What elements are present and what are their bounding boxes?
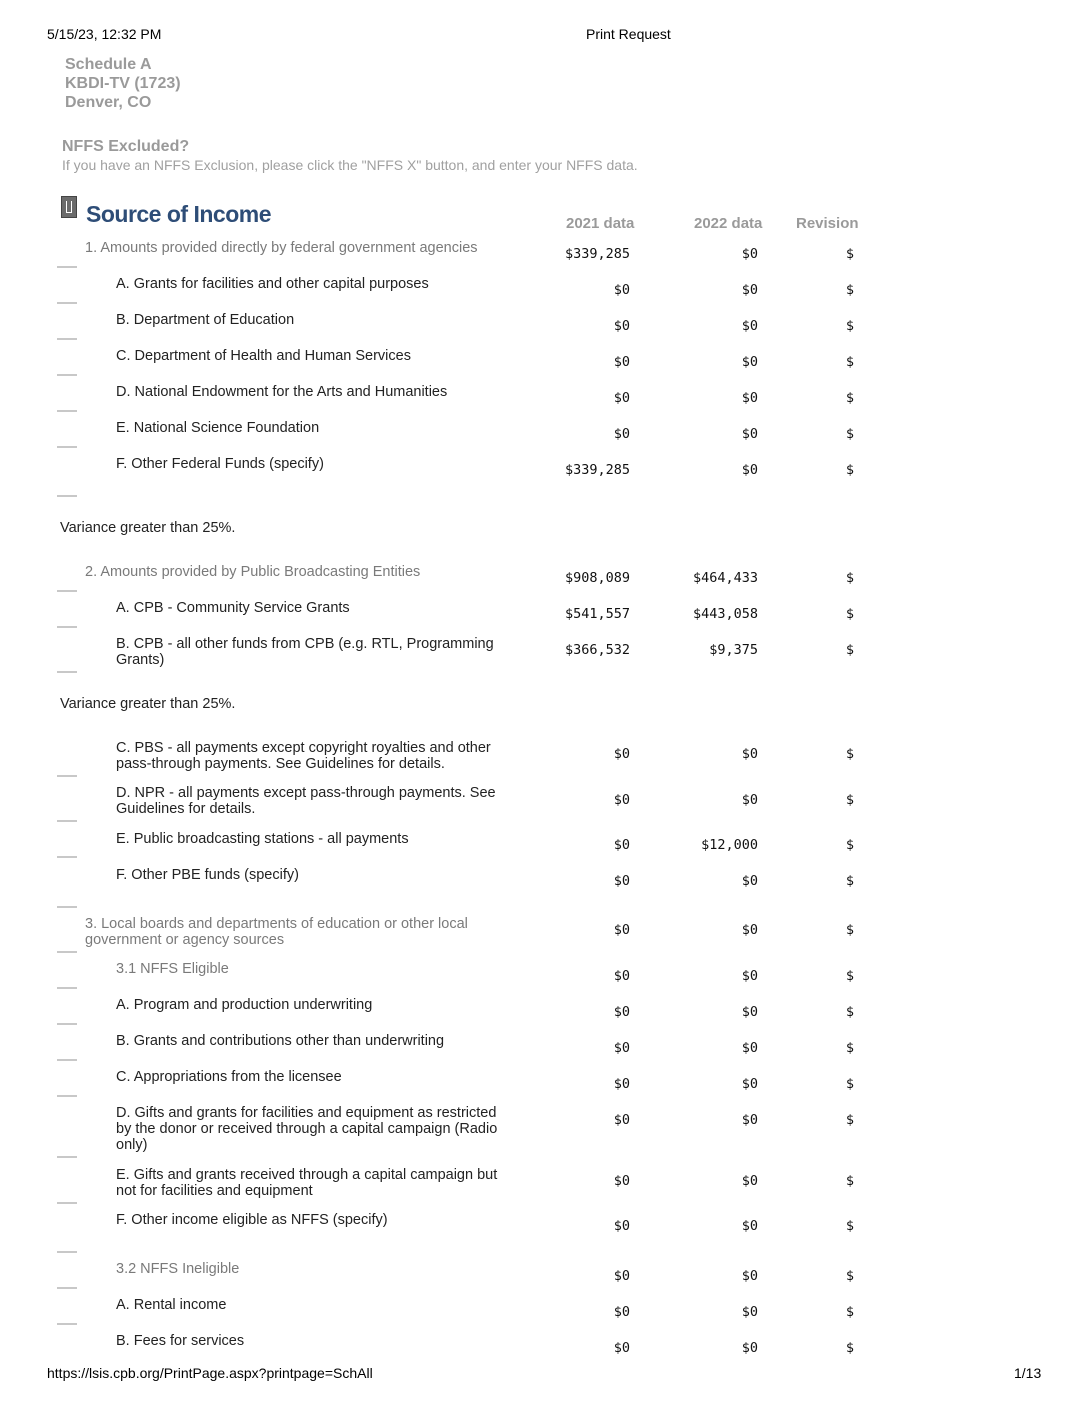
row-label: E. Public broadcasting stations - all payments [116,831,409,847]
row-label: B. Department of Education [116,312,295,328]
row-divider [57,302,77,304]
row-divider [57,775,77,777]
row-label: B. Fees for services [116,1333,245,1349]
print-datetime: 5/15/23, 12:32 PM [47,26,162,42]
value-2021: $0 [613,354,630,370]
revision-input[interactable]: $ [845,1112,854,1128]
section-title: Source of Income [86,201,271,227]
value-2022: $0 [741,282,758,298]
revision-input[interactable]: $ [845,426,854,442]
row-divider [57,1095,77,1097]
value-2021: $339,285 [564,246,630,262]
revision-input[interactable]: $ [845,462,854,478]
value-2021: $0 [613,922,630,938]
value-2021: $0 [613,1268,630,1284]
row-divider [57,338,77,340]
revision-input[interactable]: $ [845,837,854,853]
revision-input[interactable]: $ [845,354,854,370]
download-icon[interactable] [61,196,77,218]
value-2022: $0 [741,873,758,889]
value-2021: $0 [613,1112,630,1128]
row-divider [57,1287,77,1289]
value-2022: $0 [741,1218,758,1234]
value-2021: $0 [613,792,630,808]
row-label: 1. Amounts provided directly by federal government agencies [85,240,478,256]
row-divider [57,906,77,908]
row-divider [57,1323,77,1325]
station-location: Denver, CO [65,94,152,111]
row-divider [57,987,77,989]
value-2022: $0 [741,1304,758,1320]
value-2021: $0 [613,1040,630,1056]
row-label: 3.1 NFFS Eligible [116,961,229,977]
value-2021: $908,089 [564,570,630,586]
row-divider [57,856,77,858]
revision-input[interactable]: $ [845,642,854,658]
value-2021: $0 [613,746,630,762]
value-2021: $0 [613,968,630,984]
revision-input[interactable]: $ [845,746,854,762]
value-2022: $0 [741,462,758,478]
value-2021: $0 [613,873,630,889]
value-2022: $0 [741,792,758,808]
value-2021: $0 [613,390,630,406]
value-2022: $0 [741,746,758,762]
nffs-excluded-description: If you have an NFFS Exclusion, please click the "NFFS X" button, and enter your NFFS data. [62,157,638,173]
row-label: C. PBS - all payments except copyright royalties and other pass-through payments. See Guidelines for details. [116,740,491,772]
value-2021: $339,285 [564,462,630,478]
revision-input[interactable]: $ [845,922,854,938]
revision-input[interactable]: $ [845,1218,854,1234]
value-2022: $464,433 [692,570,758,586]
value-2022: $0 [741,318,758,334]
column-header-revision: Revision [796,215,859,232]
row-label: A. Program and production underwriting [116,997,373,1013]
revision-input[interactable]: $ [845,1268,854,1284]
row-divider [57,446,77,448]
row-label: B. CPB - all other funds from CPB (e.g. RTL, Programming Grants) [116,636,494,668]
row-divider [57,266,77,268]
schedule-name: Schedule A [65,56,152,73]
revision-input[interactable]: $ [845,968,854,984]
row-label: D. NPR - all payments except pass-through payments. See Guidelines for details. [116,785,496,817]
value-2022: $0 [741,1004,758,1020]
revision-input[interactable]: $ [845,792,854,808]
row-divider [57,1059,77,1061]
value-2022: $0 [741,1076,758,1092]
column-header-2022: 2022 data [694,215,763,232]
row-divider [57,374,77,376]
row-label: A. Rental income [116,1297,227,1313]
value-2021: $0 [613,1004,630,1020]
value-2021: $0 [613,1304,630,1320]
value-2022: $0 [741,426,758,442]
value-2021: $0 [613,1173,630,1189]
row-divider [57,410,77,412]
row-divider [57,820,77,822]
row-divider [57,1156,77,1158]
print-title: Print Request [586,26,671,42]
value-2021: $541,557 [564,606,630,622]
value-2022: $9,375 [709,642,758,658]
value-2022: $0 [741,1040,758,1056]
row-label: C. Appropriations from the licensee [116,1069,342,1085]
page-number: 1/13 [1014,1365,1042,1381]
page-url: https://lsis.cpb.org/PrintPage.aspx?printpage=SchAll [47,1365,373,1381]
value-2022: $443,058 [692,606,758,622]
value-2021: $0 [613,426,630,442]
revision-input[interactable]: $ [845,390,854,406]
column-header-2021: 2021 data [566,215,635,232]
row-divider [57,1023,77,1025]
revision-input[interactable]: $ [845,282,854,298]
row-divider [57,626,77,628]
revision-input[interactable]: $ [845,1340,854,1356]
value-2021: $0 [613,1218,630,1234]
revision-input[interactable]: $ [845,1040,854,1056]
revision-input[interactable]: $ [845,246,854,262]
row-divider [57,1251,77,1253]
value-2022: $0 [741,1112,758,1128]
row-divider [57,1202,77,1204]
row-divider [57,590,77,592]
row-divider [57,495,77,497]
row-label: A. CPB - Community Service Grants [116,600,350,616]
row-label: 3. Local boards and departments of education or other local government or agency sources [85,916,468,948]
value-2022: $0 [741,922,758,938]
row-label: E. Gifts and grants received through a capital campaign but not for facilities and equipment [116,1167,498,1199]
value-2021: $366,532 [564,642,630,658]
value-2021: $0 [613,318,630,334]
value-2022: $0 [741,1340,758,1356]
row-label: 3.2 NFFS Ineligible [116,1261,240,1277]
value-2022: $0 [741,354,758,370]
revision-input[interactable]: $ [845,1173,854,1189]
station-name: KBDI-TV (1723) [65,75,181,92]
value-2022: $0 [741,1268,758,1284]
row-label: 2. Amounts provided by Public Broadcasting Entities [85,564,421,580]
revision-input[interactable]: $ [845,873,854,889]
variance-note: Variance greater than 25%. [60,696,236,712]
row-label: C. Department of Health and Human Services [116,348,411,364]
value-2021: $0 [613,837,630,853]
revision-input[interactable]: $ [845,1004,854,1020]
value-2022: $0 [741,390,758,406]
row-label: D. National Endowment for the Arts and Humanities [116,384,448,400]
row-label: E. National Science Foundation [116,420,320,436]
value-2022: $12,000 [701,837,758,853]
row-label: F. Other PBE funds (specify) [116,867,299,883]
value-2022: $0 [741,968,758,984]
row-divider [57,671,77,673]
revision-input[interactable]: $ [845,1076,854,1092]
revision-input[interactable]: $ [845,606,854,622]
row-label: F. Other income eligible as NFFS (specify) [116,1212,388,1228]
value-2021: $0 [613,1340,630,1356]
row-label: F. Other Federal Funds (specify) [116,456,324,472]
variance-note: Variance greater than 25%. [60,520,236,536]
row-label: B. Grants and contributions other than underwriting [116,1033,445,1049]
nffs-excluded-title: NFFS Excluded? [62,138,190,155]
value-2022: $0 [741,246,758,262]
revision-input[interactable]: $ [845,570,854,586]
revision-input[interactable]: $ [845,318,854,334]
value-2022: $0 [741,1173,758,1189]
value-2021: $0 [613,1076,630,1092]
revision-input[interactable]: $ [845,1304,854,1320]
row-label: D. Gifts and grants for facilities and equipment as restricted by the donor or received through a capital campaign (Radio only) [116,1105,498,1153]
row-divider [57,951,77,953]
row-label: A. Grants for facilities and other capital purposes [116,276,429,292]
value-2021: $0 [613,282,630,298]
